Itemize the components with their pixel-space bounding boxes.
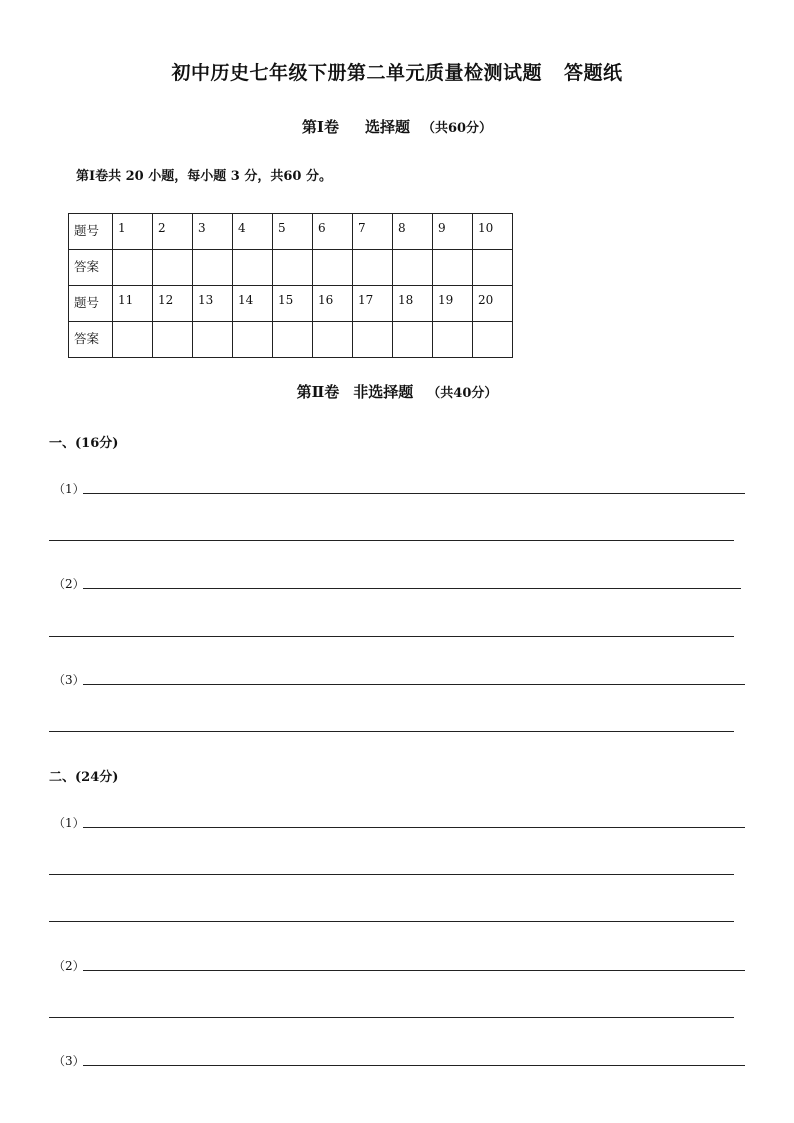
answer-cell[interactable]	[473, 322, 513, 358]
title-main: 初中历史七年级下册第二单元质量检测试题	[171, 62, 542, 84]
question-number: 12	[153, 286, 193, 322]
question-number: 13	[193, 286, 233, 322]
part2-type: 非选择题	[353, 383, 414, 401]
number-row-1	[69, 214, 513, 250]
question-number: 6	[313, 214, 353, 250]
part2-name: 第Ⅱ卷	[296, 383, 340, 401]
answer-cell[interactable]	[353, 250, 393, 286]
answer-cell[interactable]	[313, 322, 353, 358]
question-number: 16	[313, 286, 353, 322]
answer-line[interactable]	[49, 540, 734, 541]
answer-line[interactable]	[83, 588, 741, 589]
answer-cell[interactable]	[153, 250, 193, 286]
answer-cell[interactable]	[273, 322, 313, 358]
question-1-sub-2-label: （2）	[53, 577, 85, 591]
question-number: 20	[473, 286, 513, 322]
question-1-heading: 一、(16分)	[49, 436, 119, 451]
part1-instruction: 第Ⅰ卷共 20 小题，每小题 3 分，共60 分。	[76, 169, 332, 184]
part1-type: 选择题	[364, 118, 410, 136]
question-number: 18	[393, 286, 433, 322]
answer-line[interactable]	[49, 874, 734, 875]
answer-line[interactable]	[49, 1017, 734, 1018]
answer-line[interactable]	[83, 1065, 745, 1066]
answer-row-2	[69, 322, 513, 358]
part1-heading	[0, 116, 794, 137]
answer-cell[interactable]	[393, 322, 433, 358]
question-number: 10	[473, 214, 513, 250]
answer-label: 答案	[69, 250, 113, 286]
number-label: 题号	[69, 214, 113, 250]
answer-cell[interactable]	[113, 250, 153, 286]
question-number: 15	[273, 286, 313, 322]
answer-label: 答案	[69, 322, 113, 358]
answer-cell[interactable]	[193, 322, 233, 358]
answer-line[interactable]	[83, 493, 745, 494]
answer-line[interactable]	[83, 827, 745, 828]
answer-line[interactable]	[49, 731, 734, 732]
question-number: 14	[233, 286, 273, 322]
part1-name: 第Ⅰ卷	[301, 118, 339, 136]
question-2-heading: 二、(24分)	[49, 770, 119, 785]
question-number: 2	[153, 214, 193, 250]
answer-row-1	[69, 250, 513, 286]
page-title	[0, 58, 794, 85]
answer-cell[interactable]	[393, 250, 433, 286]
answer-cell[interactable]	[113, 322, 153, 358]
question-number: 17	[353, 286, 393, 322]
number-row-2	[69, 286, 513, 322]
question-2-sub-3-label: （3）	[53, 1054, 85, 1068]
number-label: 题号	[69, 286, 113, 322]
answer-cell[interactable]	[313, 250, 353, 286]
answer-line[interactable]	[49, 636, 734, 637]
question-number: 11	[113, 286, 153, 322]
answer-table	[68, 213, 513, 358]
question-number: 1	[113, 214, 153, 250]
part2-points: （共40分）	[427, 386, 498, 401]
question-2-sub-2-label: （2）	[53, 959, 85, 973]
answer-line[interactable]	[49, 921, 734, 922]
answer-cell[interactable]	[353, 322, 393, 358]
question-number: 4	[233, 214, 273, 250]
part1-points: （共60分）	[421, 121, 493, 136]
question-number: 8	[393, 214, 433, 250]
question-1-sub-3-label: （3）	[53, 673, 85, 687]
question-2-sub-1-label: （1）	[53, 816, 85, 830]
part2-heading	[0, 381, 794, 402]
answer-cell[interactable]	[433, 322, 473, 358]
answer-cell[interactable]	[193, 250, 233, 286]
question-1-sub-1-label: （1）	[53, 482, 85, 496]
title-tail: 答题纸	[564, 62, 623, 84]
question-number: 5	[273, 214, 313, 250]
answer-line[interactable]	[83, 970, 745, 971]
answer-cell[interactable]	[433, 250, 473, 286]
answer-cell[interactable]	[233, 250, 273, 286]
question-number: 7	[353, 214, 393, 250]
answer-cell[interactable]	[153, 322, 193, 358]
answer-cell[interactable]	[473, 250, 513, 286]
question-number: 19	[433, 286, 473, 322]
answer-cell[interactable]	[233, 322, 273, 358]
question-number: 3	[193, 214, 233, 250]
answer-line[interactable]	[83, 684, 745, 685]
question-number: 9	[433, 214, 473, 250]
answer-cell[interactable]	[273, 250, 313, 286]
